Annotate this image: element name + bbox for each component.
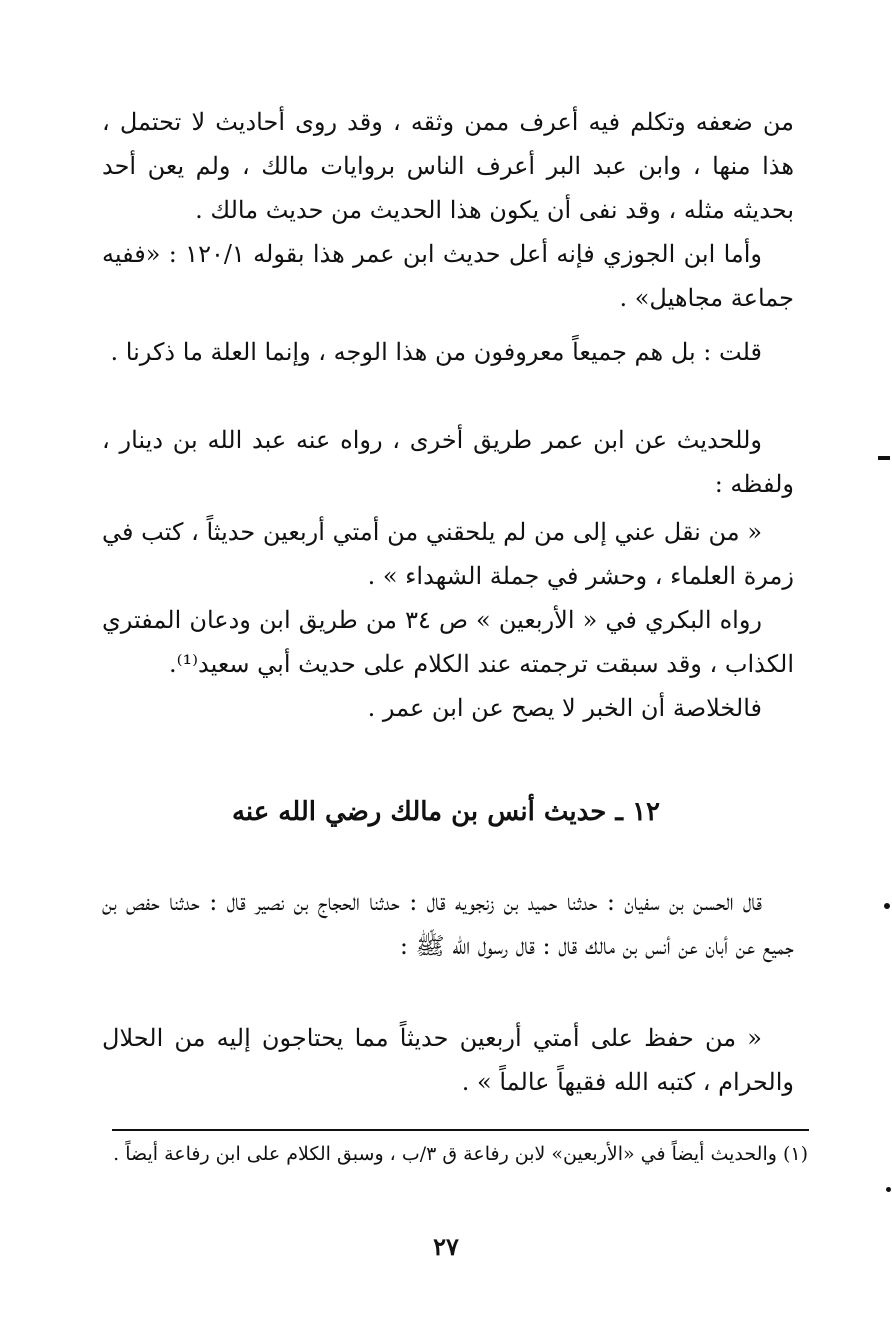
page-number: ٢٧ bbox=[433, 1232, 459, 1261]
paragraph-hadith-anas: « من حفظ على أمتي أربعين حديثاً مما يحتاجون إليه من الحلال والحرام ، كتبه الله فقيهاً عالماً » . bbox=[102, 1024, 794, 1096]
margin-dot bbox=[884, 903, 890, 909]
paragraph-ibn-al-jawzi: وأما ابن الجوزي فإنه أعل حديث ابن عمر هذا بقوله ١٢٠/١ : «ففيه جماعة مجاهيل» . bbox=[102, 240, 794, 312]
paragraph-isnad: قال الحسن بن سفيان : حدثنا حميد بن زنجويه قال : حدثنا الحجاج بن نصير قال : حدثنا حفص بن جميع عن أبان عن أنس بن مالك قال : قال رسول الله ﷺ : bbox=[102, 888, 794, 960]
footnote-separator bbox=[112, 1129, 809, 1131]
margin-mark bbox=[878, 456, 890, 460]
paragraph-weakness-discussion: من ضعفه وتكلم فيه أعرف ممن وثقه ، وقد روى أحاديث لا تحتمل ، هذا منها ، وابن عبد البر أعرف الناس بروايات مالك ، ولم يعن أحد بحديثه مثله ، وقد نفى أن يكون هذا الحديث من حديث مالك . bbox=[102, 108, 795, 224]
paragraph-narrated-by-bakri: رواه البكري في « الأربعين » ص ٣٤ من طريق ابن ودعان المفتري الكذاب ، وقد سبقت ترجمته عند الكلام على حديث أبي سعيد⁽¹⁾. bbox=[102, 606, 794, 678]
section-heading: ١٢ ـ حديث أنس بن مالك رضي الله عنه bbox=[231, 797, 661, 827]
paragraph-hadith-text: « من نقل عني إلى من لم يلحقني من أمتي أربعين حديثاً ، كتب في زمرة العلماء ، وحشر في جملة الشهداء » . bbox=[102, 518, 794, 590]
paragraph-another-route: وللحديث عن ابن عمر طريق أخرى ، رواه عنه عبد الله بن دينار ، ولفظه : bbox=[102, 426, 794, 498]
margin-dot bbox=[886, 1187, 891, 1192]
paragraph-conclusion: فالخلاصة أن الخبر لا يصح عن ابن عمر . bbox=[367, 694, 762, 722]
footnote: (١) والحديث أيضاً في «الأربعين» لابن رفاعة ق ٣/ب ، وسبق الكلام على ابن رفاعة أيضاً . bbox=[113, 1143, 808, 1165]
paragraph-qultu: قلت : بل هم جميعاً معروفون من هذا الوجه ، وإنما العلة ما ذكرنا . bbox=[110, 338, 762, 366]
